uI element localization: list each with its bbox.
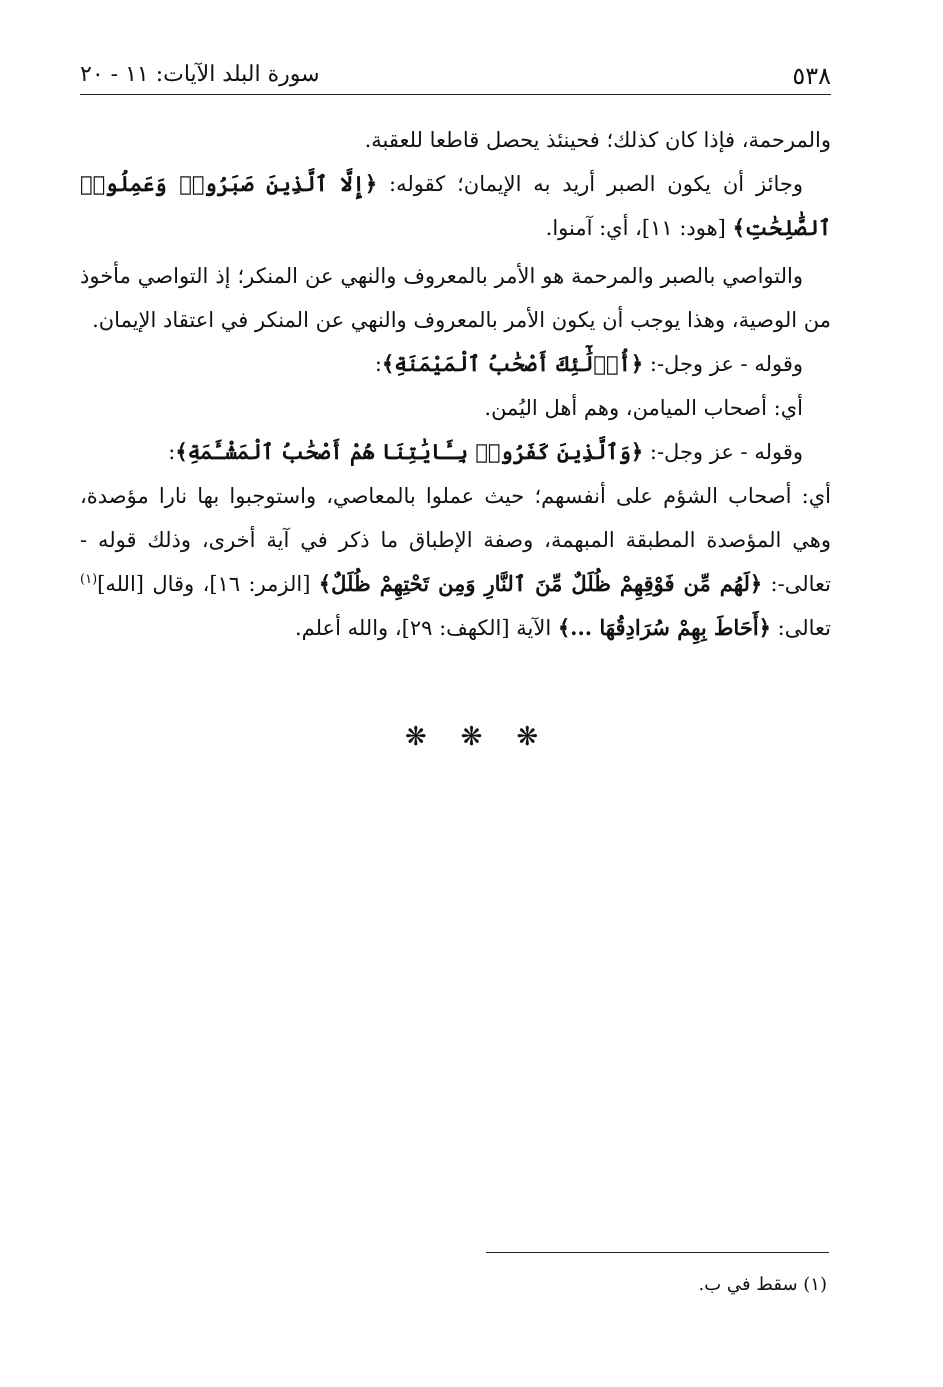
paragraph-7-text-d: الآية [الكهف: ٢٩]، والله أعلم. [294,616,558,640]
paragraph-2 [80,162,831,250]
footnote-marker: (١) [80,572,98,587]
page-number: ٥٣٨ [792,62,831,90]
footnote-divider [486,1252,829,1253]
paragraph-7-text-b: [الزمر: ١٦]، وقال [الله] [97,572,319,596]
paragraph-4-text: وقوله - عز وجل-: [643,352,803,376]
section-separator: ❋❋❋ [404,722,573,752]
quran-verse-mashamah: ﴿وَٱلَّذِينَ كَفَرُوا۟ بِـَٔايَٰتِنَا هُمْ أَصْحَٰبُ ٱلْمَشْـَٔمَةِ﴾ [175,439,644,464]
paragraph-6-text: وقوله - عز وجل-: [643,440,803,464]
main-text [80,118,831,650]
footnote: (١) سقط في ب. [698,1274,827,1295]
paragraph-7-text-a: أي: أصحاب الشؤم على أنفسهم؛ حيث عملوا بالمعاصي، واستوجبوا بها نارا مؤصدة، وهي المؤصدة المطبقة المبهمة، وصفة الإطباق ما ذكر في آية أخرى، وذلك قوله - تعالى-: [80,484,831,596]
paragraph-6 [80,430,831,474]
paragraph-2-reference: [هود: ١١]، أي: آمنوا. [545,216,733,240]
paragraph-4-end: : [374,352,382,376]
quran-verse-zumar-16: ﴿لَهُم مِّن فَوْقِهِمْ ظُلَلٌ مِّنَ ٱلنَّارِ وَمِن تَحْتِهِمْ ظُلَلٌ﴾ [318,571,763,596]
paragraph-4 [80,342,831,386]
paragraph-1: والمرحمة، فإذا كان كذلك؛ فحينئذ يحصل قاطعا للعقبة. [364,128,831,152]
page-header [80,58,831,95]
paragraph-3: والتواصي بالصبر والمرحمة هو الأمر بالمعروف والنهي عن المنكر؛ إذ التواصي مأخوذ من الوصية، وهذا يوجب أن يكون الأمر بالمعروف والنهي عن المنكر في اعتقاد الإيمان. [80,264,831,332]
quran-verse-maymanah: ﴿أُو۟لَٰٓئِكَ أَصْحَٰبُ ٱلْمَيْمَنَةِ﴾ [381,351,644,376]
paragraph-5: أي: أصحاب الميامن، وهم أهل اليُمن. [484,396,803,420]
paragraph-6-end: : [168,440,176,464]
paragraph-7-text-c: تعالى: [770,616,831,640]
paragraph-2-text: وجائز أن يكون الصبر أريد به الإيمان؛ كقوله: [377,172,803,196]
quran-verse-kahf-29: ﴿أَحَاطَ بِهِمْ سُرَادِقُهَا ...﴾ [557,615,771,640]
running-title: سورة البلد الآيات: ١١ - ٢٠ [80,62,320,87]
paragraph-7 [80,474,831,650]
quran-verse-hud-11: ﴿إِلَّا ٱلَّذِينَ صَبَرُوا۟ وَعَمِلُوا۟ ٱلصَّٰلِحَٰتِ﴾ [80,171,831,240]
